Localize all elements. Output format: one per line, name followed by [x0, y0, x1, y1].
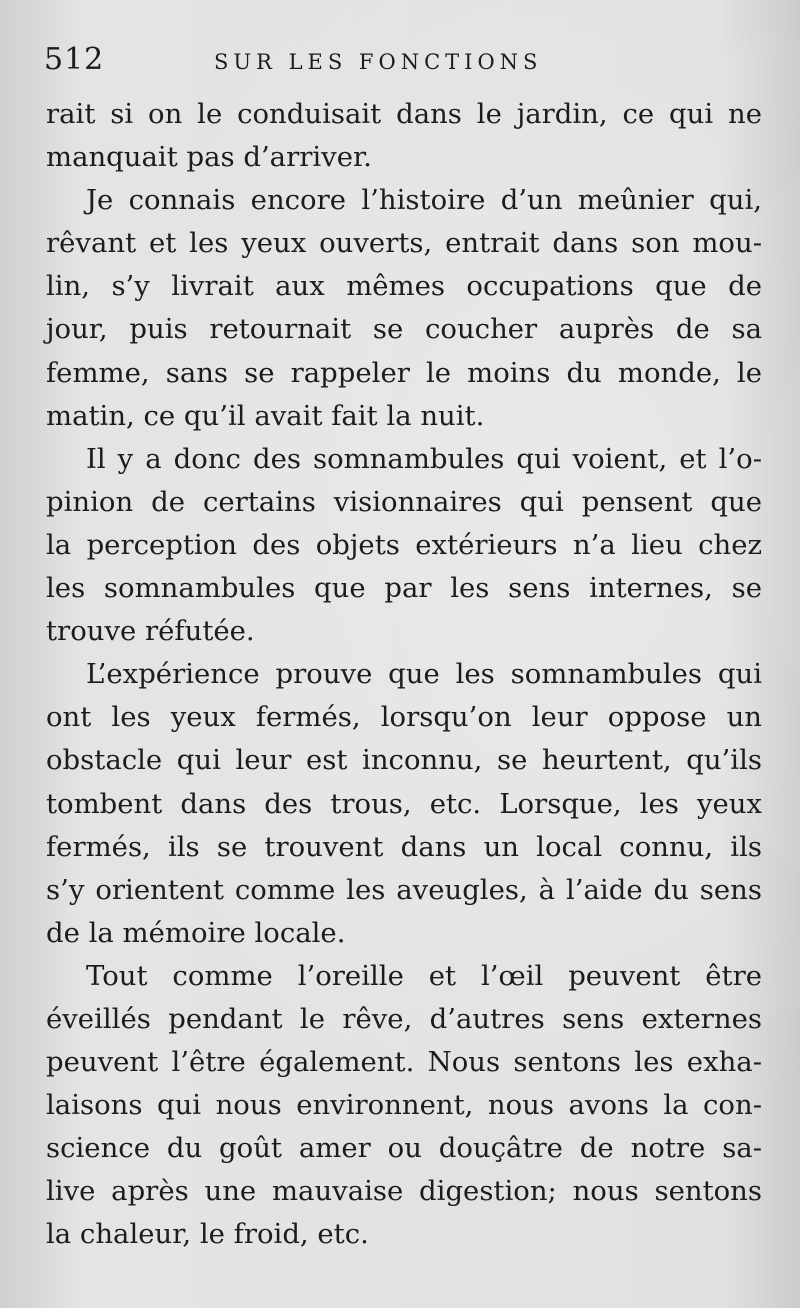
text-line: manquait pas d’arriver. [46, 141, 372, 174]
text-line: rait si on le conduisait dans le jardin, ce qui ne [46, 98, 762, 130]
text-line: lin, s’y livrait aux mêmes occupations que de [46, 270, 762, 303]
text-line: rêvant et les yeux ouverts, entrait dans son mou- [46, 227, 762, 260]
running-head: SUR LES FONCTIONS [214, 50, 543, 74]
text-line: laisons qui nous environnent, nous avons la con- [46, 1089, 762, 1122]
text-line: ont les yeux fermés, lorsqu’on leur oppose un [46, 701, 762, 734]
text-line: éveillés pendant le rêve, d’autres sens externes [46, 1002, 762, 1035]
text-line: la perception des objets extérieurs n’a lieu chez [46, 528, 762, 561]
page-header [44, 42, 764, 82]
text-line: matin, ce qu’il avait fait la nuit. [46, 399, 485, 432]
page-number: 512 [44, 42, 105, 77]
text-line: science du goût amer ou douçâtre de notre sa- [46, 1132, 762, 1165]
text-line: trouve réfutée. [46, 615, 255, 648]
text-line: jour, puis retournait se coucher auprès de sa [46, 313, 762, 346]
text-line: de la mémoire locale. [46, 916, 346, 949]
text-line: obstacle qui leur est inconnu, se heurtent, qu’ils [46, 744, 762, 777]
text-line: fermés, ils se trouvent dans un local connu, ils [46, 830, 762, 863]
text-line: Il y a donc des somnambules qui voient, et l’o- [86, 442, 762, 475]
text-line: s’y orientent comme les aveugles, à l’aide du sens [46, 873, 762, 906]
text-line: tombent dans des trous, etc. Lorsque, les yeux [46, 787, 762, 820]
text-line: la chaleur, le froid, etc. [46, 1218, 369, 1251]
text-line: live après une mauvaise digestion; nous sentons [46, 1175, 762, 1208]
text-line: Tout comme l’oreille et l’œil peuvent être [86, 959, 762, 992]
text-line: Je connais encore l’histoire d’un meûnier qui, [86, 184, 762, 217]
text-line: les somnambules que par les sens internes, se [46, 572, 762, 605]
body-text [46, 93, 762, 1257]
text-line: peuvent l’être également. Nous sentons les exha- [46, 1046, 762, 1079]
text-line: pinion de certains visionnaires qui pensent que [46, 485, 762, 518]
text-line: femme, sans se rappeler le moins du monde, le [46, 356, 762, 389]
text-line: L’expérience prouve que les somnambules qui [86, 658, 762, 691]
